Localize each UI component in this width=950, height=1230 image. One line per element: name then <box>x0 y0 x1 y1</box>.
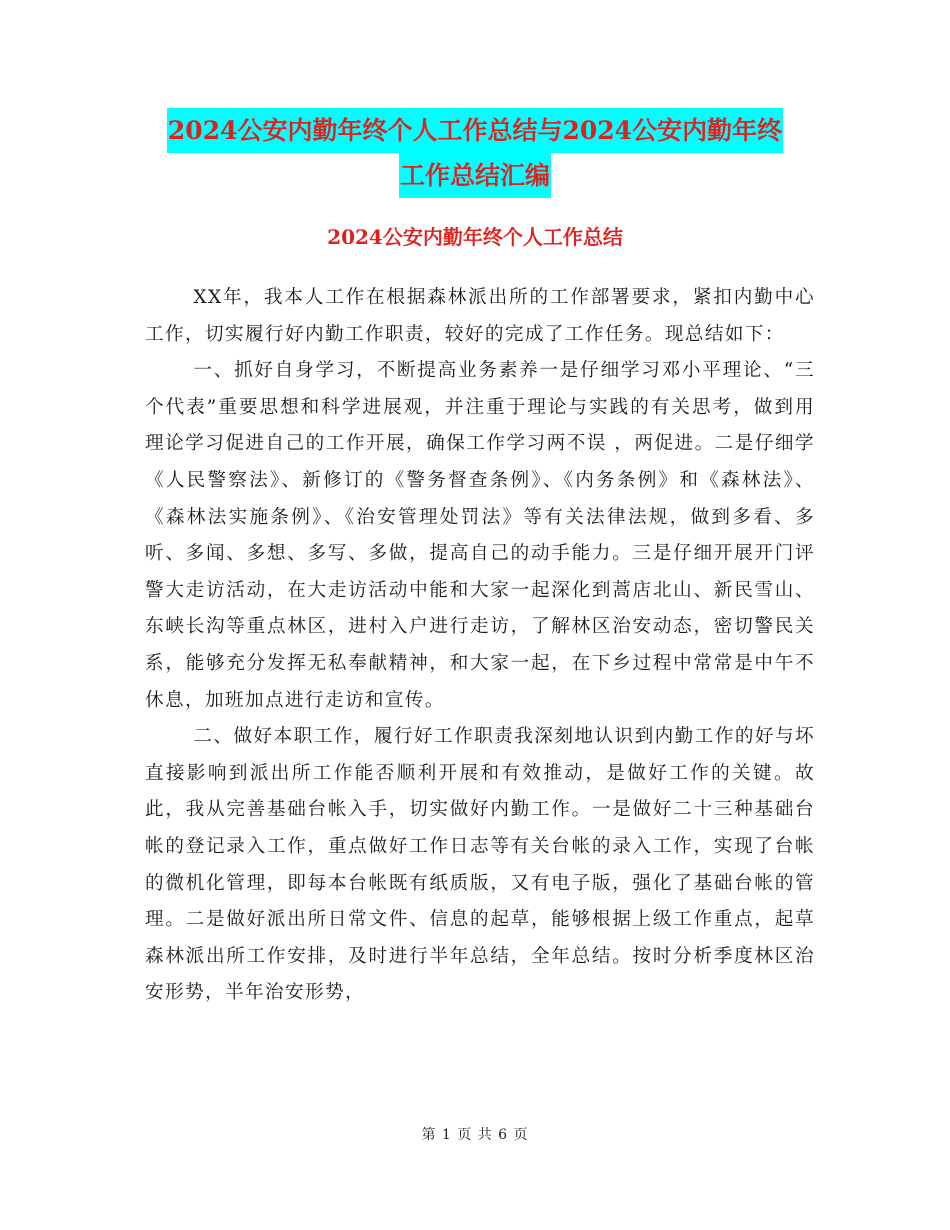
document-title <box>0 108 950 198</box>
page-footer: 第 1 页 共 6 页 <box>421 1127 529 1143</box>
document-title-line-1: 2024公安内勤年终个人工作总结与2024公安内勤年终 <box>167 108 783 153</box>
paragraph-study: 一、抓好自身学习，不断提高业务素养一是仔细学习邓小平理论、“三个代表”重要思想和科学进展观，并注重于理论与实践的有关思考，做到用理论学习促进自己的工作开展，确保工作学习两不误 ，两促进。二是仔细学《人民警察法》、新修订的《警务督查条例》、《内务条例》和《森林法》、《森林法实施条例》、《治安管理处罚法》等有关法律法规，做到多看、多听、多闻、多想、多写、多做，提高自己的动手能力。三是仔细开展开门评警大走访活动，在大走访活动中能和大家一起深化到蒿店北山、新民雪山、东峡长沟等重点林区，进村入户进行走访，了解林区治安动态，密切警民关系，能够充分发挥无私奉献精神，和大家一起，在下乡过程中常常是中午不休息，加班加点进行走访和宣传。 <box>145 360 815 711</box>
paragraph-intro: XX年，我本人工作在根据森林派出所的工作部署要求，紧扣内勤中心工作，切实履行好内勤工作职责，较好的完成了工作任务。现总结如下： <box>145 287 815 345</box>
paragraph-duties: 二、做好本职工作，履行好工作职责我深刻地认识到内勤工作的好与坏直接影响到派出所工作能否顺利开展和有效推动，是做好工作的关键。故此，我从完善基础台帐入手，切实做好内勤工作。一是做好二十三种基础台帐的登记录入工作，重点做好工作日志等有关台帐的录入工作，实现了台帐的微机化管理，即每本台帐既有纸质版，又有电子版，强化了基础台帐的管理。二是做好派出所日常文件、信息的起草，能够根据上级工作重点，起草森林派出所工作安排，及时进行半年总结，全年总结。按时分析季度林区治安形势，半年治安形势， <box>145 726 815 1004</box>
section-title: 2024公安内勤年终个人工作总结 <box>327 225 623 249</box>
document-body <box>145 280 815 1012</box>
document-title-line-2: 工作总结汇编 <box>399 153 551 198</box>
